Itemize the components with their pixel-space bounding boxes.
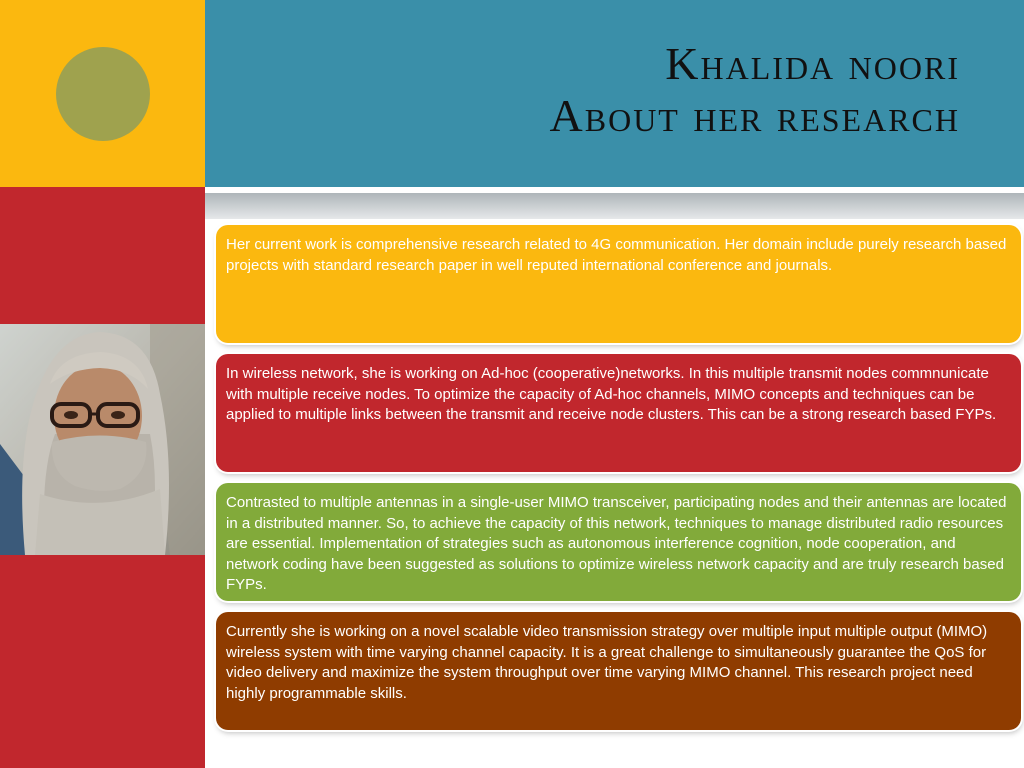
research-text: Her current work is comprehensive research related to 4G communication. Her domain include purely research based projects with standard research paper in well reputed international conference and journals. (226, 236, 1007, 274)
portrait-photo (0, 324, 205, 555)
research-box-distributed-mimo (216, 483, 1021, 601)
title-header (205, 0, 1024, 187)
title-line-subtitle: About her research (549, 90, 960, 141)
research-box-adhoc (216, 354, 1021, 472)
research-text: Contrasted to multiple antennas in a single-user MIMO transceiver, participating nodes and their antennas are located in a distributed manner. So, to achieve the capacity of this network, techniques to manage distributed radio resources are essential. Implementation of strategies such as autonomous interference cognition, node cooperation, and network coding have been suggested as solutions to optimize wireless network capacity and are truly research based FYPs. (226, 494, 1007, 593)
slide-title (550, 38, 960, 142)
decorative-circle (56, 47, 150, 141)
title-line-name: Khalida noori (665, 38, 960, 89)
gray-band (205, 193, 1024, 219)
research-box-video-transmission (216, 612, 1021, 730)
research-text: In wireless network, she is working on Ad-hoc (cooperative)networks. In this multiple transmit nodes commnunicate with multiple receive nodes. To optimize the capacity of Ad-hoc channels, MIMO concepts and techniques can be applied to multiple links between the transmit and receive node clusters. This can be a strong research based FYPs. (226, 365, 997, 423)
research-box-4g (216, 225, 1021, 343)
research-text: Currently she is working on a novel scalable video transmission strategy over multiple input multiple output (MIMO) wireless system with time varying channel capacity. It is a great challenge to simultaneously guarantee the QoS for video delivery and maximize the system throughput over time varying MIMO channel. This research project need highly programmable skills. (226, 623, 988, 702)
